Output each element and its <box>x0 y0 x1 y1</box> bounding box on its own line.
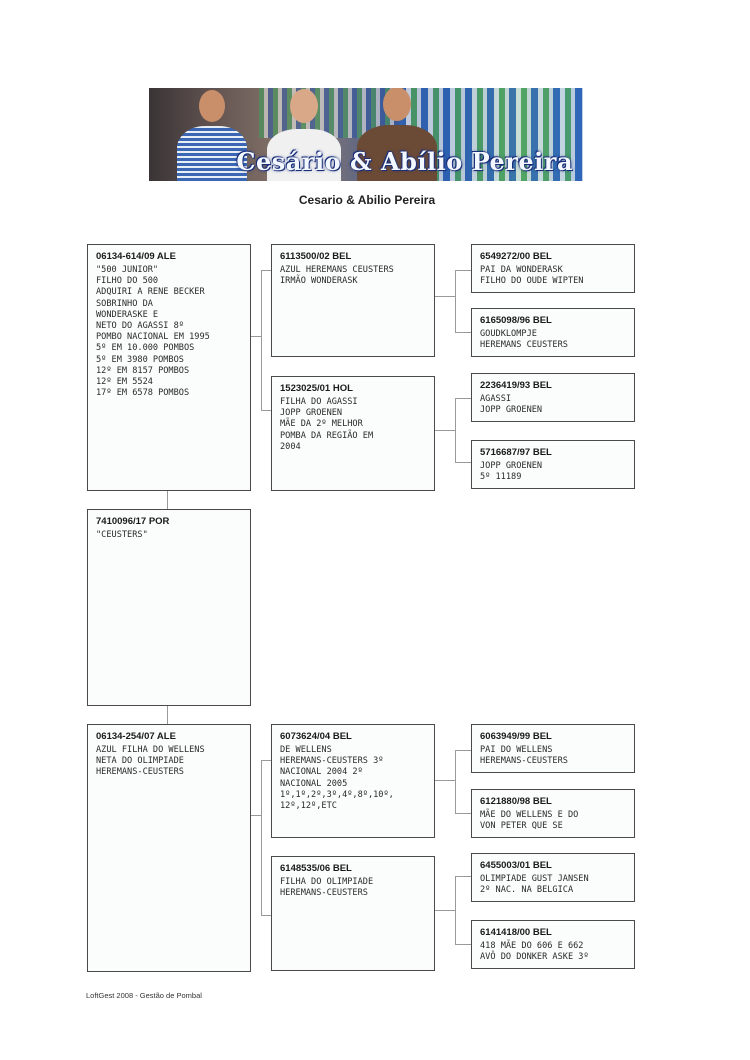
pedigree-box-paternal-granddam <box>271 376 435 491</box>
note-line: 12º EM 8157 POMBOS <box>96 365 190 376</box>
ring-number: 6141418/00 BEL <box>480 927 552 938</box>
note-line: HEREMANS-CEUSTERS 3º <box>280 756 384 767</box>
connector-line <box>435 430 455 431</box>
connector-line <box>261 915 271 916</box>
header-banner-image <box>149 88 583 181</box>
note-line: VON PETER QUE SE <box>480 821 563 832</box>
connector-line <box>455 398 471 399</box>
note-line: HEREMANS CEUSTERS <box>480 340 568 351</box>
ring-number: 6455003/01 BEL <box>480 860 552 871</box>
pigeon-notes <box>280 745 426 812</box>
pigeon-notes <box>480 265 626 287</box>
note-line: MÃE DO WELLENS E DO <box>480 810 579 820</box>
note-line: JOPP GROENEN <box>480 461 543 471</box>
ring-number: 6121880/98 BEL <box>480 796 552 807</box>
pedigree-box-ggs-3 <box>471 724 635 773</box>
pigeon-notes <box>280 877 426 899</box>
pigeon-notes <box>280 265 426 287</box>
ring-number: 6148535/06 BEL <box>280 863 352 874</box>
pedigree-box-ggs-1 <box>471 244 635 293</box>
ring-number: 6113500/02 BEL <box>280 251 352 262</box>
ring-number: 6165098/96 BEL <box>480 315 552 326</box>
ring-number: 5716687/97 BEL <box>480 447 552 458</box>
connector-line <box>455 876 456 944</box>
ring-number: 6549272/00 BEL <box>480 251 552 262</box>
note-line: HEREMANS-CEUSTERS <box>96 767 184 778</box>
note-line: ADQUIRI A RENE BECKER <box>96 287 205 298</box>
connector-line <box>261 760 262 915</box>
connector-line <box>455 398 456 462</box>
ring-number: 06134-614/09 ALE <box>96 251 176 262</box>
connector-line <box>455 876 471 877</box>
note-line: 5º EM 3980 POMBOS <box>96 354 184 365</box>
note-line: NACIONAL 2005 <box>280 778 348 789</box>
note-line: OLIMPIADE GUST JANSEN <box>480 874 589 884</box>
note-line: AZUL FILHA DO WELLENS <box>96 745 205 755</box>
pigeon-notes <box>480 941 626 963</box>
connector-line <box>455 750 471 751</box>
note-line: NETO DO AGASSI 8º <box>96 321 184 332</box>
connector-line <box>167 706 168 724</box>
pigeon-notes <box>480 394 626 416</box>
connector-line <box>261 760 271 761</box>
note-line: 2004 <box>280 441 301 452</box>
pigeon-notes <box>280 397 426 453</box>
note-line: AZUL HEREMANS CEUSTERS <box>280 265 394 275</box>
pedigree-box-ggs-2 <box>471 373 635 422</box>
note-line: HEREMANS-CEUSTERS <box>480 756 568 767</box>
pedigree-box-maternal-granddam <box>271 856 435 971</box>
pedigree-box-ggd-1 <box>471 308 635 357</box>
ring-number: 6063949/99 BEL <box>480 731 552 742</box>
connector-line <box>435 296 455 297</box>
note-line: POMBO NACIONAL EM 1995 <box>96 332 210 343</box>
note-line: "500 JUNIOR" <box>96 265 159 275</box>
ring-number: 6073624/04 BEL <box>280 731 352 742</box>
note-line: IRMÃO WONDERASK <box>280 276 358 287</box>
ring-number: 06134-254/07 ALE <box>96 731 176 742</box>
connector-line <box>261 270 271 271</box>
note-line: POMBA DA REGIÃO EM <box>280 430 374 441</box>
ring-number: 1523025/01 HOL <box>280 383 353 394</box>
note-line: 5º EM 10.000 POMBOS <box>96 343 195 354</box>
pigeon-notes <box>480 874 626 896</box>
pigeon-notes <box>96 265 242 399</box>
page-subtitle: Cesario & Abilio Pereira <box>298 193 436 207</box>
note-line: HEREMANS-CEUSTERS <box>280 888 368 899</box>
connector-line <box>435 780 455 781</box>
note-line: 12º,12º,ETC <box>280 801 337 812</box>
note-line: DE WELLENS <box>280 745 332 755</box>
pigeon-notes <box>96 745 242 779</box>
connector-line <box>251 815 261 816</box>
note-line: 1º,1º,2º,3º,4º,8º,10º, <box>280 789 394 800</box>
pedigree-box-ggd-4 <box>471 920 635 969</box>
pedigree-box-ggs-4 <box>471 853 635 902</box>
pedigree-box-ggd-3 <box>471 789 635 838</box>
ring-number: 2236419/93 BEL <box>480 380 552 391</box>
ring-number: 7410096/17 POR <box>96 516 170 527</box>
connector-line <box>167 491 168 509</box>
pedigree-box-ggd-2 <box>471 440 635 489</box>
note-line: JOPP GROENEN <box>480 405 543 416</box>
connector-line <box>455 813 471 814</box>
pedigree-box-father <box>87 244 251 491</box>
connector-line <box>251 336 261 337</box>
note-line: 12º EM 5524 <box>96 377 153 388</box>
note-line: FILHO DO OUDE WIPTEN <box>480 276 584 287</box>
connector-line <box>261 270 262 410</box>
connector-line <box>435 910 455 911</box>
note-line: 5º 11189 <box>480 472 522 483</box>
pigeon-notes <box>480 461 626 483</box>
note-line: GOUDKLOMPJE <box>480 329 537 339</box>
pigeon-notes <box>480 329 626 351</box>
note-line: WONDERASKE E <box>96 309 159 320</box>
note-line: 17º EM 6578 POMBOS <box>96 388 190 399</box>
note-line: AGASSI <box>480 394 512 404</box>
note-line: PAI DO WELLENS <box>480 745 553 755</box>
connector-line <box>261 410 271 411</box>
note-line: "CEUSTERS" <box>96 530 148 540</box>
pedigree-box-paternal-grandsire <box>271 244 435 357</box>
pigeon-notes <box>96 530 242 541</box>
note-line: SOBRINHO DA <box>96 298 153 309</box>
pigeon-notes <box>480 745 626 767</box>
note-line: PAI DA WONDERASK <box>480 265 563 275</box>
connector-line <box>455 270 456 332</box>
connector-line <box>455 944 471 945</box>
note-line: NETA DO OLIMPIADE <box>96 756 184 767</box>
banner-title: Cesário & Abílio Pereira <box>236 147 573 176</box>
pedigree-box-mother <box>87 724 251 972</box>
connector-line <box>455 750 456 813</box>
connector-line <box>455 332 471 333</box>
pedigree-box-maternal-grandsire <box>271 724 435 838</box>
note-line: FILHA DO AGASSI <box>280 397 358 407</box>
pedigree-box-subject <box>87 509 251 706</box>
connector-line <box>455 270 471 271</box>
pigeon-notes <box>480 810 626 832</box>
footer-text: LoftGest 2008 - Gestão de Pombal <box>86 991 202 1000</box>
note-line: 2º NAC. NA BELGICA <box>480 885 574 896</box>
note-line: FILHA DO OLIMPIADE <box>280 877 374 887</box>
note-line: NACIONAL 2004 2º <box>280 767 363 778</box>
note-line: FILHO DO 500 <box>96 276 159 287</box>
connector-line <box>455 462 471 463</box>
note-line: 418 MÃE DO 606 E 662 <box>480 941 584 951</box>
note-line: MÃE DA 2º MELHOR <box>280 419 363 430</box>
note-line: JOPP GROENEN <box>280 408 343 419</box>
note-line: AVÔ DO DONKER ASKE 3º <box>480 952 589 963</box>
